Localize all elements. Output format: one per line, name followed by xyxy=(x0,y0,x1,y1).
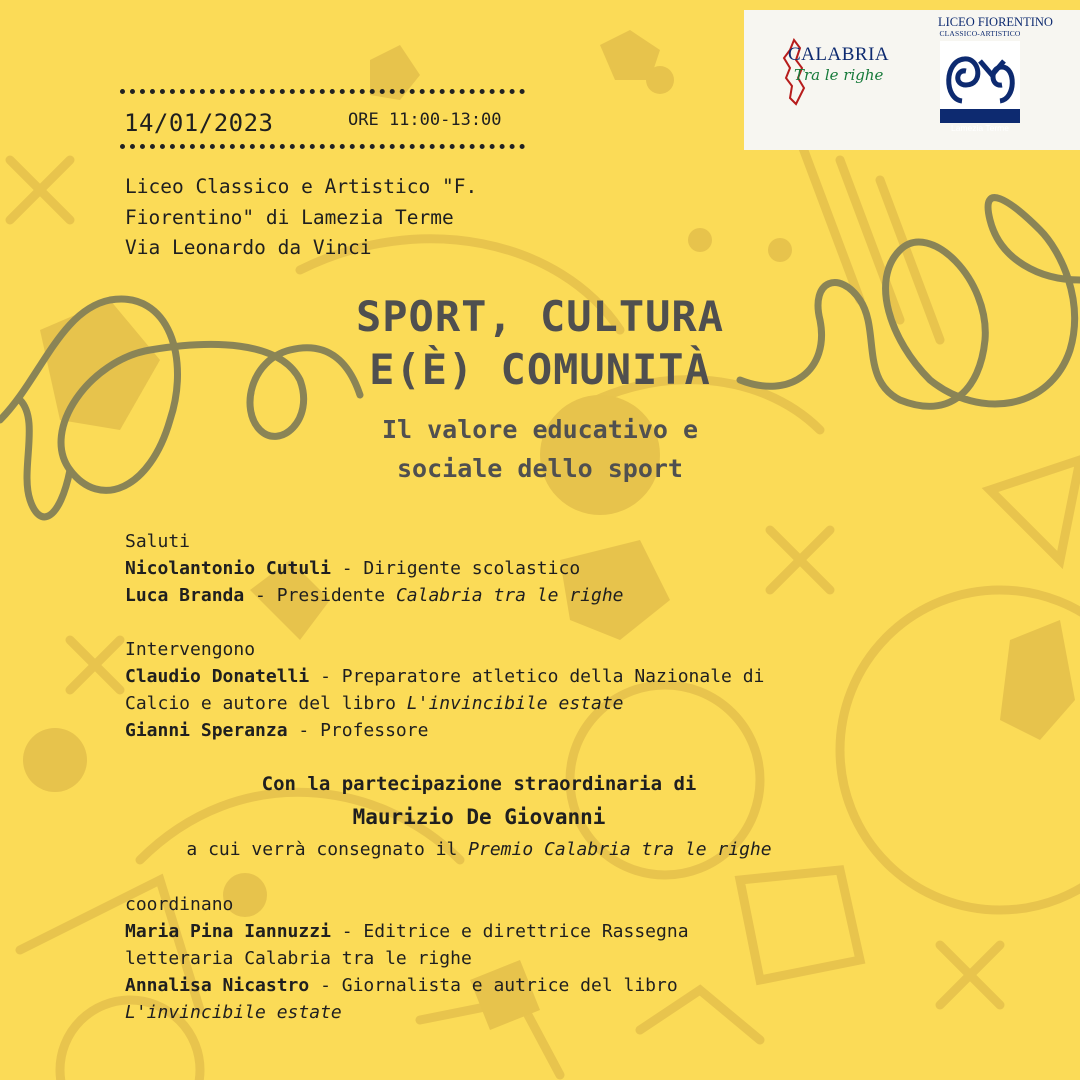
title-line-2: E(È) COMUNITÀ xyxy=(369,345,711,394)
book-title: L'invincibile estate xyxy=(125,1002,342,1023)
coordinano-heading: coordinano xyxy=(125,894,234,915)
speaker-row-continued xyxy=(125,945,689,972)
award-line xyxy=(120,839,838,860)
liceo-fiorentino-logo xyxy=(938,15,1053,134)
speaker-name: Luca Branda xyxy=(125,585,245,606)
title-line-1: SPORT, CULTURA xyxy=(355,292,724,341)
speaker-name: Gianni Speranza xyxy=(125,720,288,741)
speaker-name: Maria Pina Iannuzzi xyxy=(125,921,331,942)
calabria-tra-le-righe-logo xyxy=(780,38,900,108)
speaker-row-continued xyxy=(125,690,764,717)
speaker-role: - Presidente xyxy=(244,585,396,606)
speaker-name: Annalisa Nicastro xyxy=(125,975,310,996)
dotted-divider-top xyxy=(120,89,525,94)
speaker-row xyxy=(125,555,624,582)
speaker-role: - Professore xyxy=(287,720,429,741)
speaker-role-italic: Calabria tra le righe xyxy=(395,585,624,606)
speaker-role: - Preparatore atletico della Nazionale di xyxy=(309,666,765,687)
speaker-row xyxy=(125,972,689,999)
intervengono-heading: Intervengono xyxy=(125,639,256,660)
event-venue xyxy=(125,172,477,264)
special-guest-name: Maurizio De Giovanni xyxy=(352,805,606,829)
event-time: ORE 11:00-13:00 xyxy=(348,110,502,130)
special-intro: Con la partecipazione straordinaria di xyxy=(261,773,697,795)
calabria-logo-subtitle: Tra le righe xyxy=(794,66,884,84)
speaker-row-continued xyxy=(125,999,689,1026)
liceo-logo-subtitle: CLASSICO-ARTISTICO xyxy=(939,29,1021,38)
saluti-section xyxy=(125,528,624,609)
event-title xyxy=(240,290,840,396)
speaker-name: Nicolantonio Cutuli xyxy=(125,558,331,579)
speaker-role: letteraria Calabria tra le righe xyxy=(125,948,472,969)
award-text: a cui verrà consegnato il xyxy=(186,839,469,860)
book-title: L'invincibile estate xyxy=(406,693,624,714)
speaker-name: Claudio Donatelli xyxy=(125,666,310,687)
speaker-role: Calcio e autore del libro xyxy=(125,693,407,714)
speaker-row xyxy=(125,663,764,690)
liceo-logo-name: LICEO FIORENTINO xyxy=(938,15,1053,29)
speaker-role: - Giornalista e autrice del libro xyxy=(309,975,678,996)
venue-line: Fiorentino" di Lamezia Terme xyxy=(125,205,454,229)
dotted-divider-bottom xyxy=(120,144,525,149)
calabria-logo-title: CALABRIA xyxy=(788,44,890,65)
speaker-role: - Editrice e direttrice Rassegna xyxy=(330,921,689,942)
award-name: Premio Calabria tra le righe xyxy=(468,839,772,860)
logo-panel xyxy=(744,10,1080,150)
event-subtitle xyxy=(240,410,840,488)
venue-line: Via Leonardo da Vinci xyxy=(125,236,372,259)
coordinano-section xyxy=(125,891,689,1026)
liceo-logo-place: Lamezia Terme xyxy=(951,123,1009,133)
speaker-role: - Dirigente scolastico xyxy=(330,558,581,579)
saluti-heading: Saluti xyxy=(125,531,191,552)
venue-line: Liceo Classico e Artistico "F. xyxy=(125,175,478,198)
speaker-row xyxy=(125,582,624,609)
subtitle-line-1: Il valore educativo e xyxy=(381,415,699,444)
speaker-row xyxy=(125,717,764,744)
speaker-row xyxy=(125,918,689,945)
subtitle-line-2: sociale dello sport xyxy=(397,454,683,483)
event-date: 14/01/2023 xyxy=(124,109,274,137)
liceo-emblem-icon xyxy=(940,41,1020,123)
intervengono-section xyxy=(125,636,764,744)
